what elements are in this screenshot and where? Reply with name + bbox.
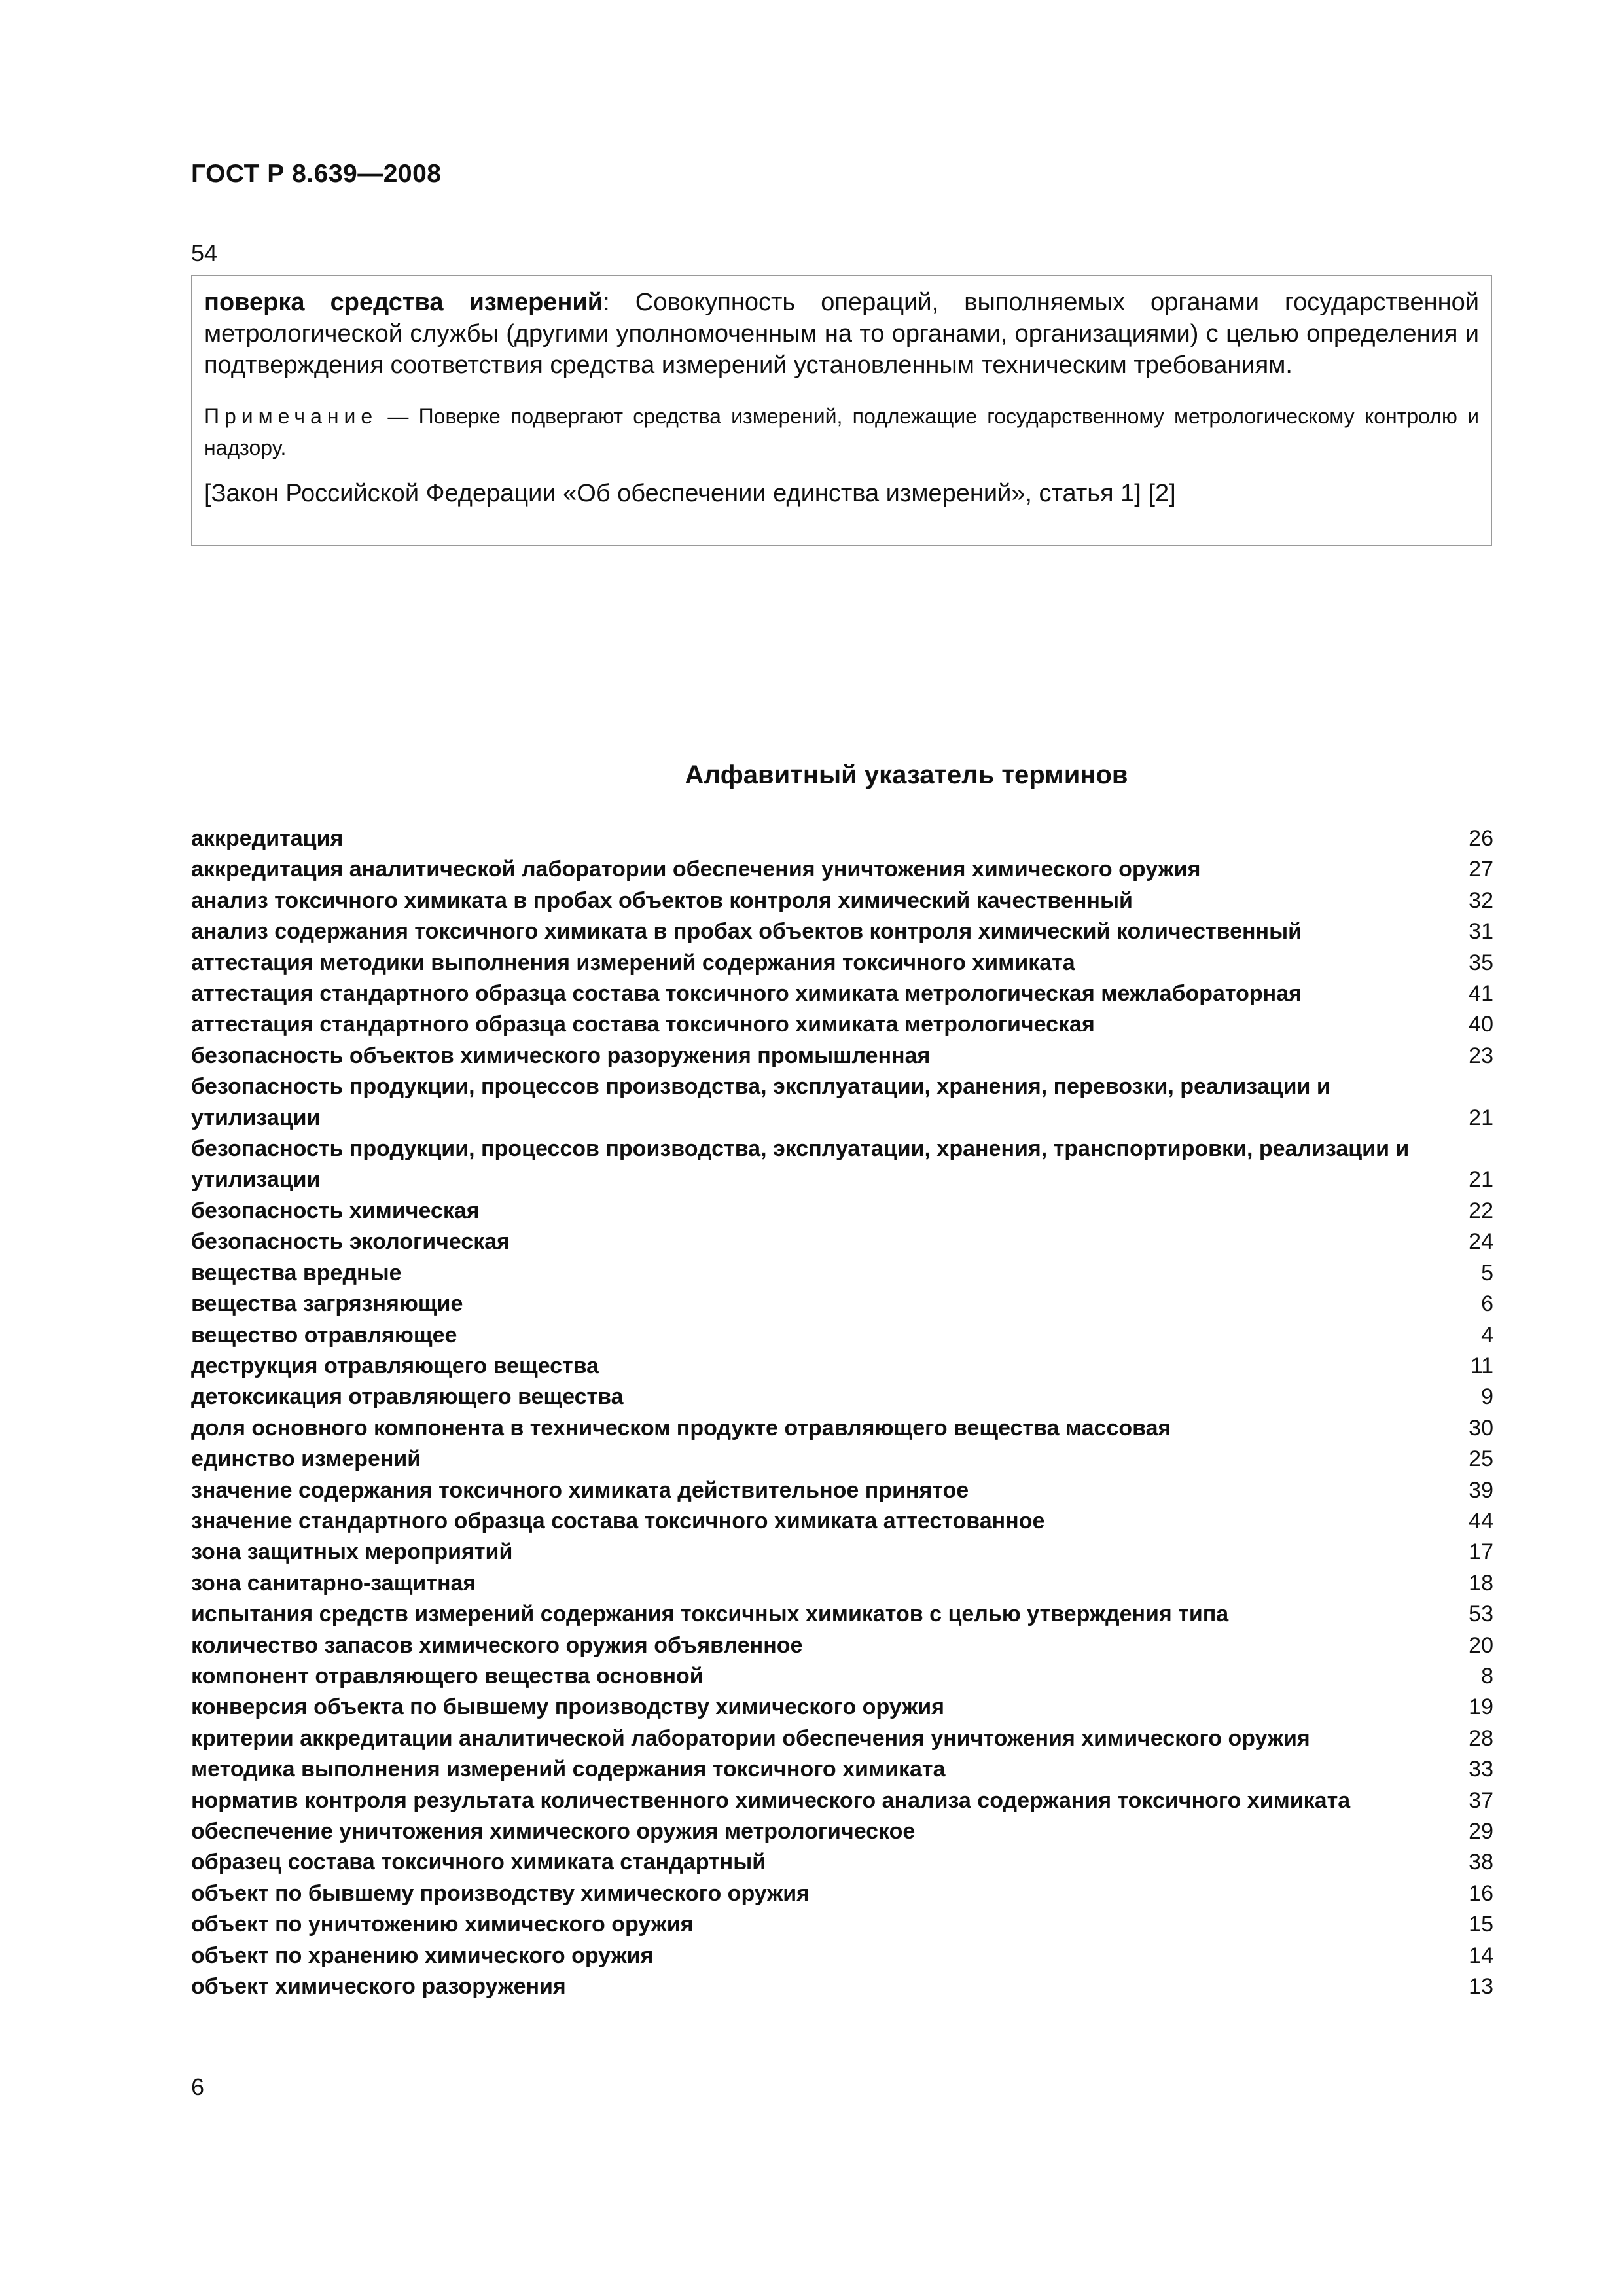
index-page-ref: 11 [1470,1353,1493,1378]
index-entry [191,1413,1493,1444]
index-entry [191,1847,1493,1878]
index-term: безопасность химическая [191,1198,480,1223]
term-definition [204,287,1479,381]
index-term: аттестация стандартного образца состава токсичного химиката метрологическая межлабораторная [191,981,1302,1007]
index-page-ref: 27 [1469,857,1493,882]
index-page-ref: 33 [1469,1757,1493,1782]
index-entry [191,1134,1493,1196]
document-header: ГОСТ Р 8.639—2008 [191,160,442,188]
index-term: объект по бывшему производству химического оружия [191,1880,810,1906]
index-entry [191,1289,1493,1319]
index-entry [191,1258,1493,1289]
index-term: вещества вредные [191,1260,402,1285]
index-page-ref: 5 [1481,1260,1493,1285]
note-label: Примечание [204,404,378,428]
index-page-ref: 17 [1469,1539,1493,1565]
index-page-ref: 23 [1469,1043,1493,1068]
index-term: зона санитарно-защитная [191,1570,476,1596]
index-page-ref: 13 [1469,1974,1493,2000]
index-page-ref: 6 [1481,1291,1493,1317]
index-page-ref: 40 [1469,1012,1493,1037]
index-term: норматив контроля результата количественного химического анализа содержания токсичного химиката [191,1787,1351,1813]
index-page-ref: 18 [1469,1570,1493,1596]
term-source: [Закон Российской Федерации «Об обеспечении единства измерений», статья 1] [2] [204,480,1176,507]
index-entry [191,1071,1493,1134]
index-entry [191,1444,1493,1475]
index-entry [191,1599,1493,1630]
index-term: анализ содержания токсичного химиката в пробах объектов контроля химический количественный [191,919,1302,944]
index-page-ref: 30 [1469,1415,1493,1441]
index-term: значение содержания токсичного химиката действительное принятое [191,1477,969,1503]
index-term: аттестация методики выполнения измерений содержания токсичного химиката [191,950,1075,975]
index-term: значение стандартного образца состава токсичного химиката аттестованное [191,1508,1045,1534]
index-term: объект химического разоружения [191,1974,566,2000]
index-entry [191,1754,1493,1785]
index-page-ref: 19 [1469,1695,1493,1720]
index-entry [191,1692,1493,1723]
index-entry [191,1909,1493,1940]
index-page-ref: 24 [1469,1229,1493,1255]
index-entry [191,823,1493,854]
index-term: аккредитация аналитической лаборатории обеспечения уничтожения химического оружия [191,857,1201,882]
index-page-ref: 37 [1469,1787,1493,1813]
index-term: количество запасов химического оружия объявленное [191,1632,803,1658]
index-page-ref: 25 [1469,1446,1493,1472]
index-entry [191,1475,1493,1506]
index-entry [191,916,1493,947]
index-term: конверсия объекта по бывшему производству химического оружия [191,1695,944,1720]
index-entry [191,1196,1493,1227]
index-entry [191,1568,1493,1599]
index-entry [191,1320,1493,1351]
index-entry [191,854,1493,885]
index-page-ref: 44 [1469,1508,1493,1534]
index-term: методика выполнения измерений содержания токсичного химиката [191,1757,946,1782]
index-title: Алфавитный указатель терминов [685,761,1128,789]
term-number: 54 [191,240,218,266]
index-term: аттестация стандартного образца состава токсичного химиката метрологическая [191,1012,1095,1037]
index-page-ref: 28 [1469,1725,1493,1751]
index-page-ref: 26 [1469,826,1493,851]
index-page-ref: 21 [1469,1167,1493,1193]
term-definition-text: : Совокупность операций, выполняемых органами государственной метрологической службы (другими уполномоченным на то органами, организациями) с целью определения и подтверждения соответствия средства измерений установленным техническим требованиям. [204,289,1480,379]
index-page-ref: 8 [1481,1663,1493,1689]
index-page-ref: 15 [1469,1912,1493,1937]
index-entry [191,1227,1493,1257]
index-page-ref: 22 [1469,1198,1493,1223]
index-entry [191,886,1493,916]
index-term: безопасность экологическая [191,1229,510,1255]
index-term: анализ токсичного химиката в пробах объектов контроля химический качественный [191,888,1133,913]
index-page-ref: 20 [1469,1632,1493,1658]
index-page-ref: 21 [1469,1105,1493,1130]
index-page-ref: 38 [1469,1850,1493,1875]
index-page-ref: 53 [1469,1602,1493,1627]
index-term: безопасность продукции, процессов производства, эксплуатации, хранения, транспортировки, реализации и утилизации [191,1136,1410,1193]
index-term: объект по уничтожению химического оружия [191,1912,694,1937]
index-term: безопасность продукции, процессов производства, эксплуатации, хранения, перевозки, реализации и утилизации [191,1074,1330,1130]
index-entry [191,1506,1493,1537]
index-list [191,823,1493,2002]
index-term: компонент отравляющего вещества основной [191,1663,704,1689]
page-number: 6 [191,2073,205,2100]
index-page-ref: 16 [1469,1880,1493,1906]
index-page-ref: 32 [1469,888,1493,913]
index-term: доля основного компонента в техническом продукте отравляющего вещества массовая [191,1415,1171,1441]
index-term: вещество отравляющее [191,1322,457,1348]
index-term: критерии аккредитации аналитической лаборатории обеспечения уничтожения химического оружия [191,1725,1310,1751]
index-term: испытания средств измерений содержания токсичных химикатов с целью утверждения типа [191,1602,1229,1627]
index-term: объект по хранению химического оружия [191,1943,654,1968]
index-term: обеспечение уничтожения химического оружия метрологическое [191,1819,916,1844]
index-page-ref: 31 [1469,919,1493,944]
index-term: единство измерений [191,1446,421,1472]
index-entry [191,1941,1493,1971]
index-page-ref: 39 [1469,1477,1493,1503]
note-text: — Поверке подвергают средства измерений, подлежащие государственному метрологическому контролю и надзору. [204,404,1479,459]
index-page-ref: 14 [1469,1943,1493,1968]
index-entry [191,1816,1493,1847]
index-page-ref: 29 [1469,1819,1493,1844]
index-page-ref: 41 [1469,981,1493,1007]
index-term: деструкция отравляющего вещества [191,1353,599,1378]
index-page-ref: 35 [1469,950,1493,975]
index-term: образец состава токсичного химиката стандартный [191,1850,766,1875]
index-entry [191,1009,1493,1040]
index-page-ref: 4 [1481,1322,1493,1348]
index-entry [191,1971,1493,2002]
index-entry [191,1537,1493,1568]
index-page-ref: 9 [1481,1384,1493,1410]
index-entry [191,1630,1493,1661]
index-entry [191,1785,1493,1816]
index-term: безопасность объектов химического разоружения промышленная [191,1043,931,1068]
index-entry [191,1351,1493,1382]
index-entry [191,978,1493,1009]
term-definition-box [191,275,1492,546]
index-entry [191,1661,1493,1692]
index-entry [191,1723,1493,1754]
index-term: зона защитных мероприятий [191,1539,513,1565]
term-name: поверка средства измерений [204,289,603,316]
index-entry [191,1041,1493,1071]
index-entry [191,1382,1493,1412]
index-entry [191,1878,1493,1909]
term-note [204,401,1479,463]
index-entry [191,948,1493,978]
index-term: вещества загрязняющие [191,1291,463,1317]
index-term: детоксикация отравляющего вещества [191,1384,624,1410]
index-term: аккредитация [191,826,344,851]
